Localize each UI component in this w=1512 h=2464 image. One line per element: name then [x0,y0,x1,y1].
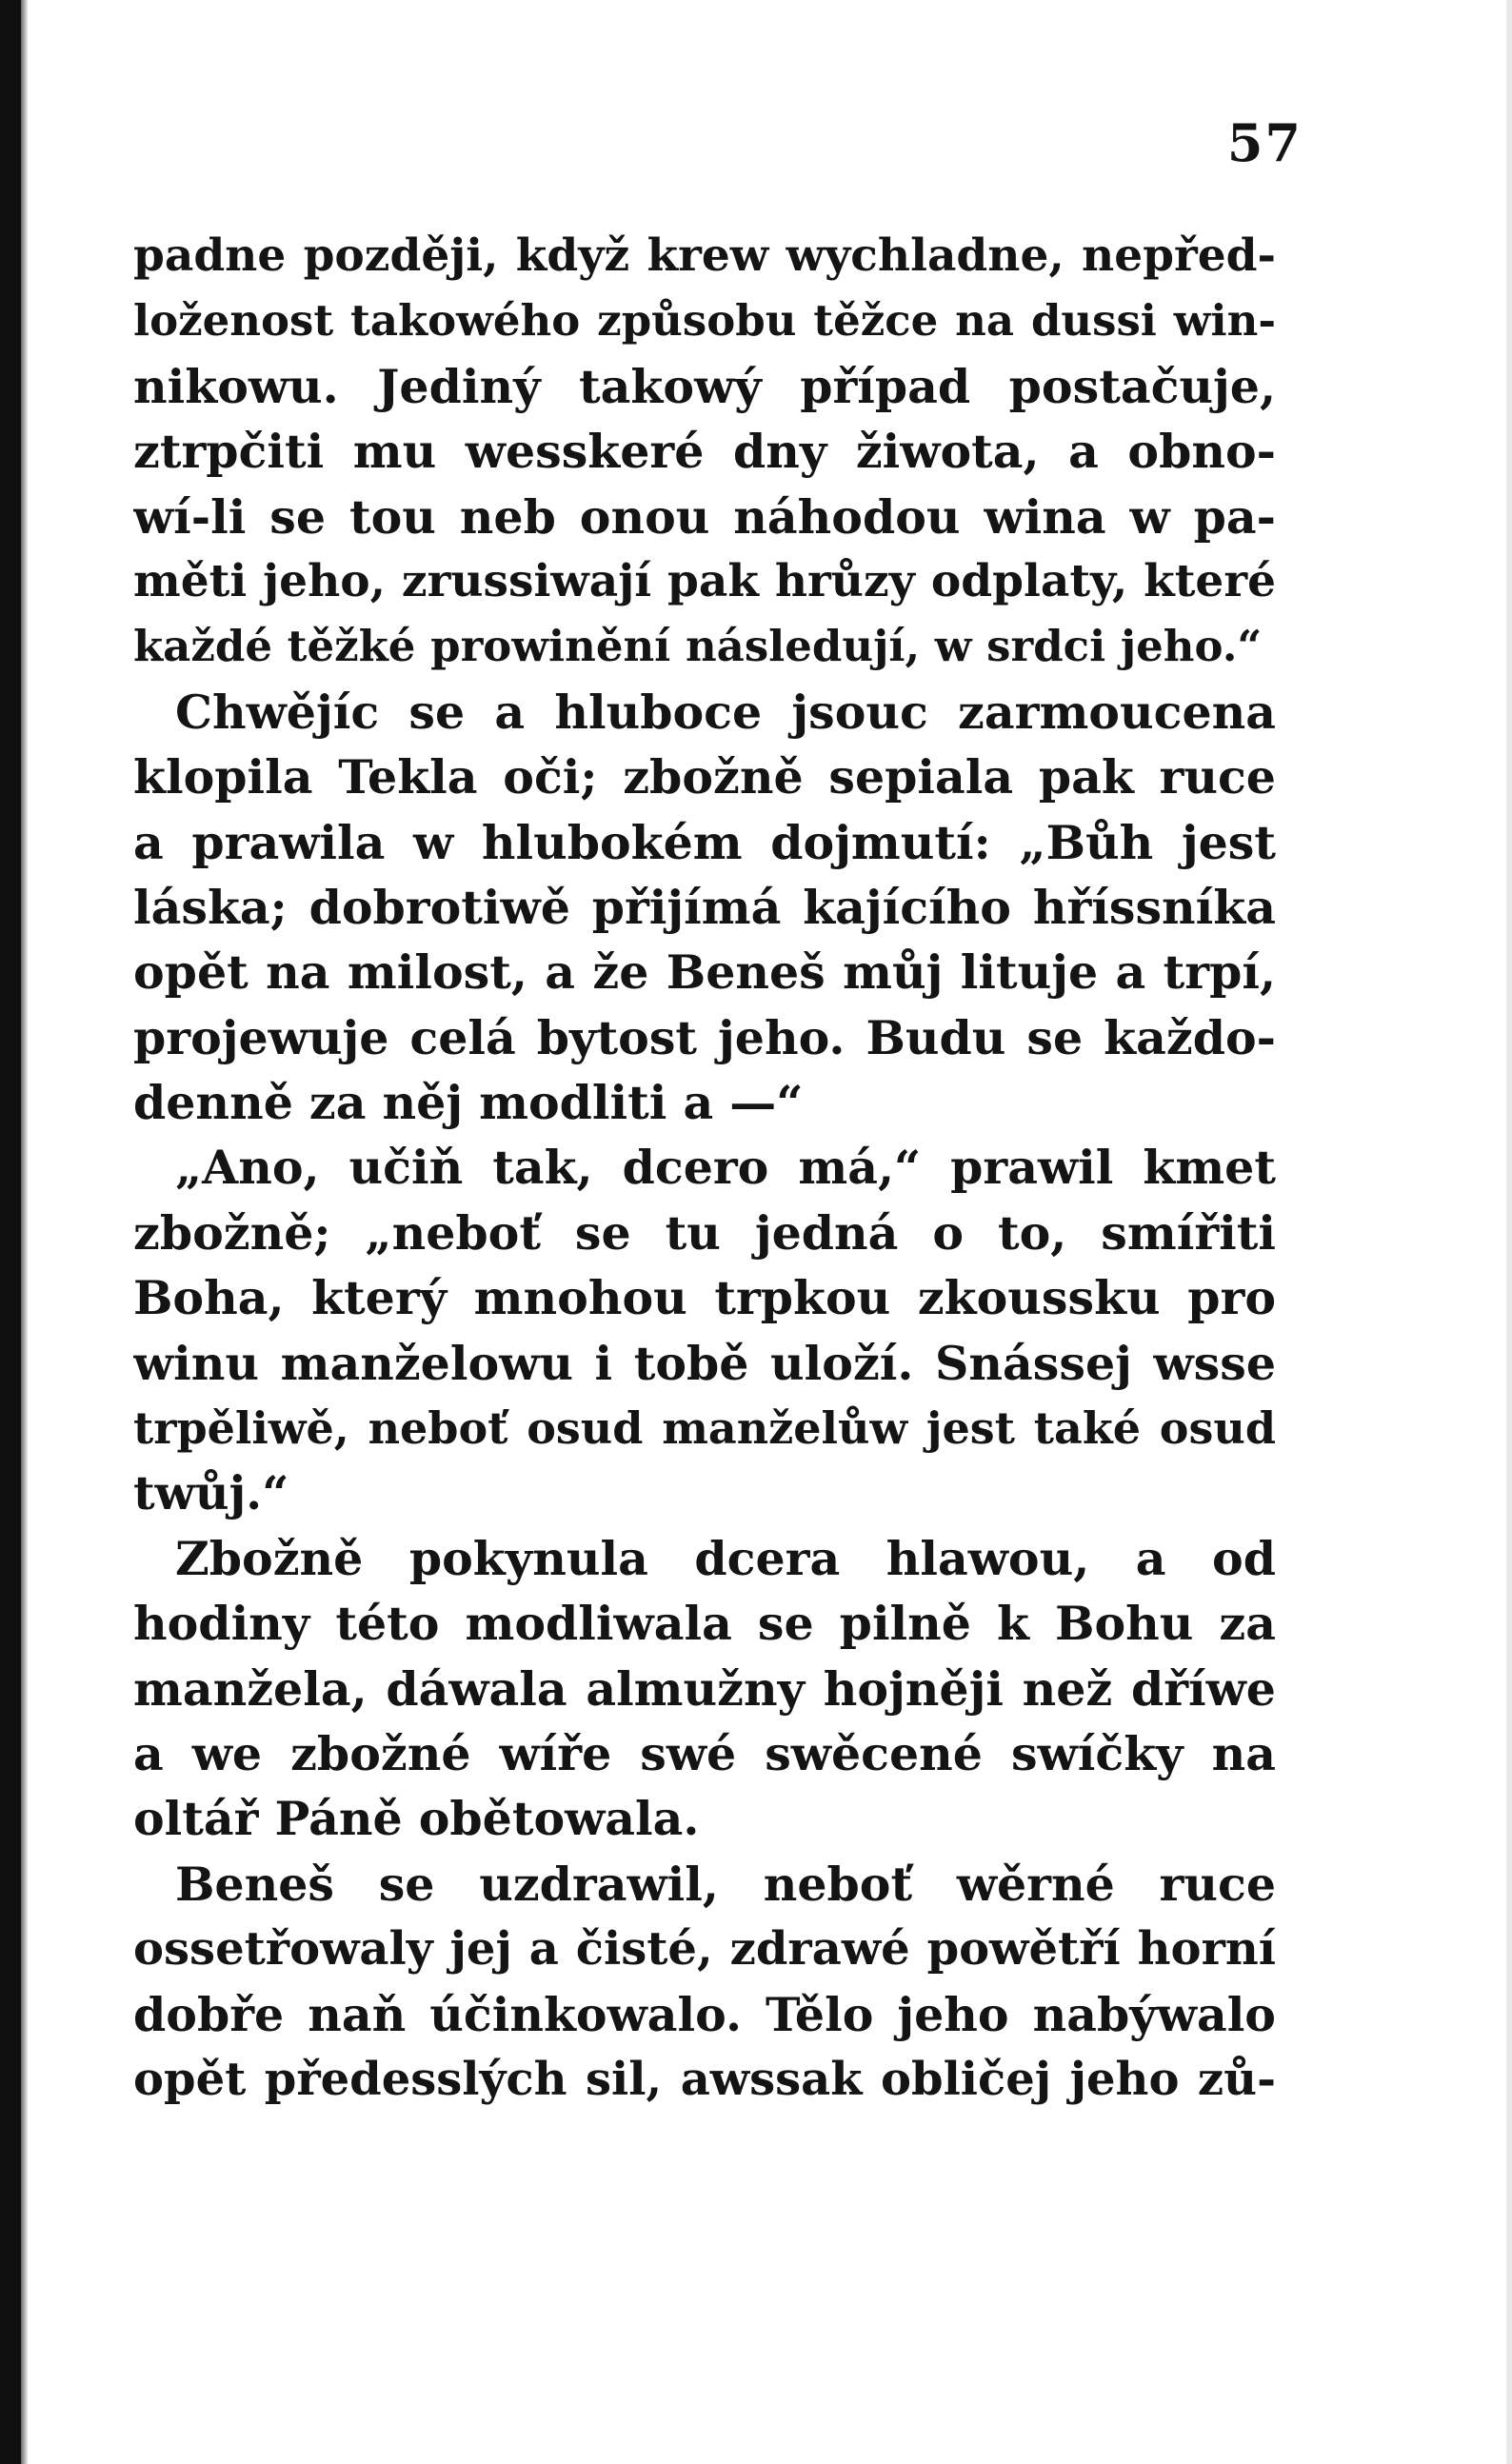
text-line: oltář Páně obětowala. [133,1791,700,1847]
page-right-edge [1506,0,1512,2464]
body-text [133,224,1276,2112]
page-binding-shadow [21,0,29,2464]
page-number: 57 [1226,112,1303,173]
text-line: trpěliwě, neboť osud manželůw jest také osud [133,1402,1276,1455]
text-line: Beneš se uzdrawil, neboť wěrné ruce [175,1856,1276,1912]
text-line: zbožně; „neboť se tu jedná o to, smířiti [133,1204,1276,1261]
text-line: opět na milost, a že Beneš můj lituje a trpí, [133,944,1276,1001]
text-line: Zbožně pokynula dcera hlawou, a od [175,1530,1276,1586]
text-line: projewuje celá bytost jeho. Budu se každo- [133,1009,1276,1065]
text-line: wí-li se tou neb onou náhodou wina w pa- [133,488,1276,545]
text-line: láska; dobrotiwě přijímá kajícího hříssníka [133,879,1276,935]
text-line: každé těžké prowinění následují, w srdci jeho.“ [133,621,1263,672]
text-line: Chwějíc se a hluboce jsouc zarmoucena [175,684,1276,740]
text-line: loženost takowého způsobu těžce na dussi win- [133,295,1276,347]
text-line: hodiny této modliwala se pilně k Bohu za [133,1596,1276,1652]
text-line: ossetřowaly jej a čisté, zdrawé powětří horní [133,1922,1276,1977]
text-line: a we zbožné wíře swé swěcené swíčky na [133,1725,1276,1781]
text-line: dobře naň účinkowalo. Tělo jeho nabýwalo [133,1986,1276,2042]
text-line: ztrpčiti mu wesskeré dny žiwota, a obno- [133,424,1276,480]
text-line: Boha, který mnohou trpkou zkoussku pro [133,1270,1276,1326]
text-line: opět předesslých sil, awssak obličej jeho zů- [133,2052,1276,2106]
text-line: klopila Tekla oči; zbožně sepiala pak ruce [133,749,1276,805]
text-line: twůj.“ [133,1465,289,1521]
text-line: padne později, když krew wychladne, nepřed- [133,229,1276,282]
text-line: měti jeho, zrussiwají pak hrůzy odplaty, které [133,554,1276,607]
text-line: denně za něj modliti a —“ [133,1075,804,1131]
text-line: „Ano, učiň tak, dcero má,“ prawil kmet [175,1140,1276,1196]
text-line: a prawila w hlubokém dojmutí: „Bůh jest [133,814,1276,870]
text-line: winu manželowu i tobě uloží. Snássej wsse [133,1335,1276,1391]
text-line: nikowu. Jediný takowý případ postačuje, [133,358,1276,414]
text-line: manžela, dáwala almužny hojněji než dříwe [133,1660,1276,1717]
page-binding-edge [0,0,21,2464]
